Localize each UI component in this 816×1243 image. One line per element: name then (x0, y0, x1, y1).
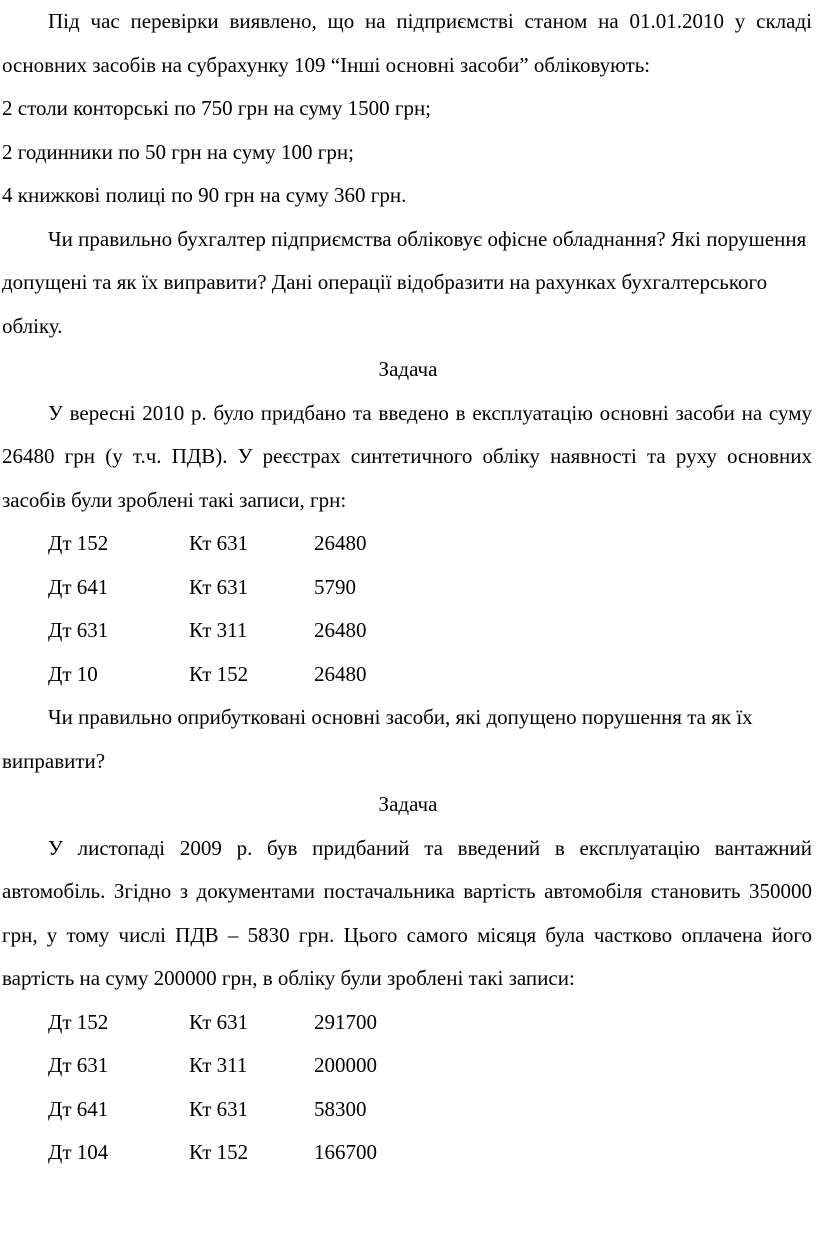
journal-entry (0, 1044, 816, 1088)
journal-entry (0, 1001, 816, 1045)
section-task-3 (0, 783, 816, 1175)
journal-entry (0, 1131, 816, 1175)
credit-account: Кт 631 (189, 1096, 249, 1121)
entry-amount: 26480 (314, 531, 367, 555)
task-heading: Задача (378, 357, 438, 381)
credit-account: Кт 631 (189, 1009, 249, 1034)
item-line: 2 годинники по 50 грн на суму 100 грн; (2, 139, 354, 164)
credit-account: Кт 311 (189, 1053, 248, 1077)
entry-amount: 26480 (314, 661, 367, 686)
journal-entry (0, 1088, 816, 1132)
question-paragraph: Чи правильно бухгалтер підприємства обліковує офісне обладнання? Які порушення допущені та як їх виправити? Дані операції відобразити на рахунках бухгалтерського обліку. (2, 226, 807, 338)
question-paragraph: Чи правильно оприбутковані основні засоби, які допущено порушення та як їх виправити? (2, 705, 753, 773)
task-heading: Задача (378, 792, 438, 816)
debit-account: Дт 152 (48, 531, 109, 555)
journal-entry (0, 609, 816, 653)
entry-amount: 200000 (314, 1053, 377, 1077)
credit-account: Кт 152 (189, 1140, 249, 1164)
debit-account: Дт 631 (48, 618, 109, 642)
section-inventory-check (0, 0, 816, 348)
entry-amount: 5790 (314, 574, 356, 599)
debit-account: Дт 152 (48, 1009, 109, 1034)
intro-paragraph: Під час перевірки виявлено, що на підприємстві станом на 01.01.2010 у складі основних засобів на субрахунку 109 “Інші основні засоби” обліковують: (2, 9, 812, 77)
credit-account: Кт 631 (189, 574, 249, 599)
entry-amount: 26480 (314, 618, 367, 642)
journal-entry (0, 522, 816, 566)
item-line: 2 столи конторські по 750 грн на суму 1500 грн; (2, 96, 432, 120)
task-text: У листопаді 2009 р. був придбаний та введений в експлуатацію вантажний автомобіль. Згідно з документами постачальника вартість автомобіля становить 350000 грн, у тому числі ПДВ – 5830 грн. Цього самого місяця була частково оплачена його вартість на суму 200000 грн, в обліку були зроблені такі записи: (2, 835, 812, 990)
debit-account: Дт 641 (48, 574, 109, 599)
item-line: 4 книжкові полиці по 90 грн на суму 360 грн. (2, 183, 407, 207)
journal-entry (0, 566, 816, 610)
credit-account: Кт 631 (189, 531, 249, 555)
credit-account: Кт 311 (189, 618, 248, 642)
entry-amount: 166700 (314, 1140, 377, 1164)
debit-account: Дт 631 (48, 1053, 109, 1077)
task-text: У вересні 2010 р. було придбано та введено в експлуатацію основні засоби на суму 26480 грн (у т.ч. ПДВ). У реєстрах синтетичного обліку наявності та руху основних засобів були зроблені такі записи, грн: (2, 400, 812, 512)
entry-amount: 58300 (314, 1096, 367, 1121)
entry-amount: 291700 (314, 1009, 377, 1034)
section-task-2 (0, 348, 816, 783)
debit-account: Дт 104 (48, 1140, 109, 1164)
credit-account: Кт 152 (189, 661, 249, 686)
debit-account: Дт 641 (48, 1096, 109, 1121)
debit-account: Дт 10 (48, 661, 98, 686)
journal-entry (0, 653, 816, 697)
